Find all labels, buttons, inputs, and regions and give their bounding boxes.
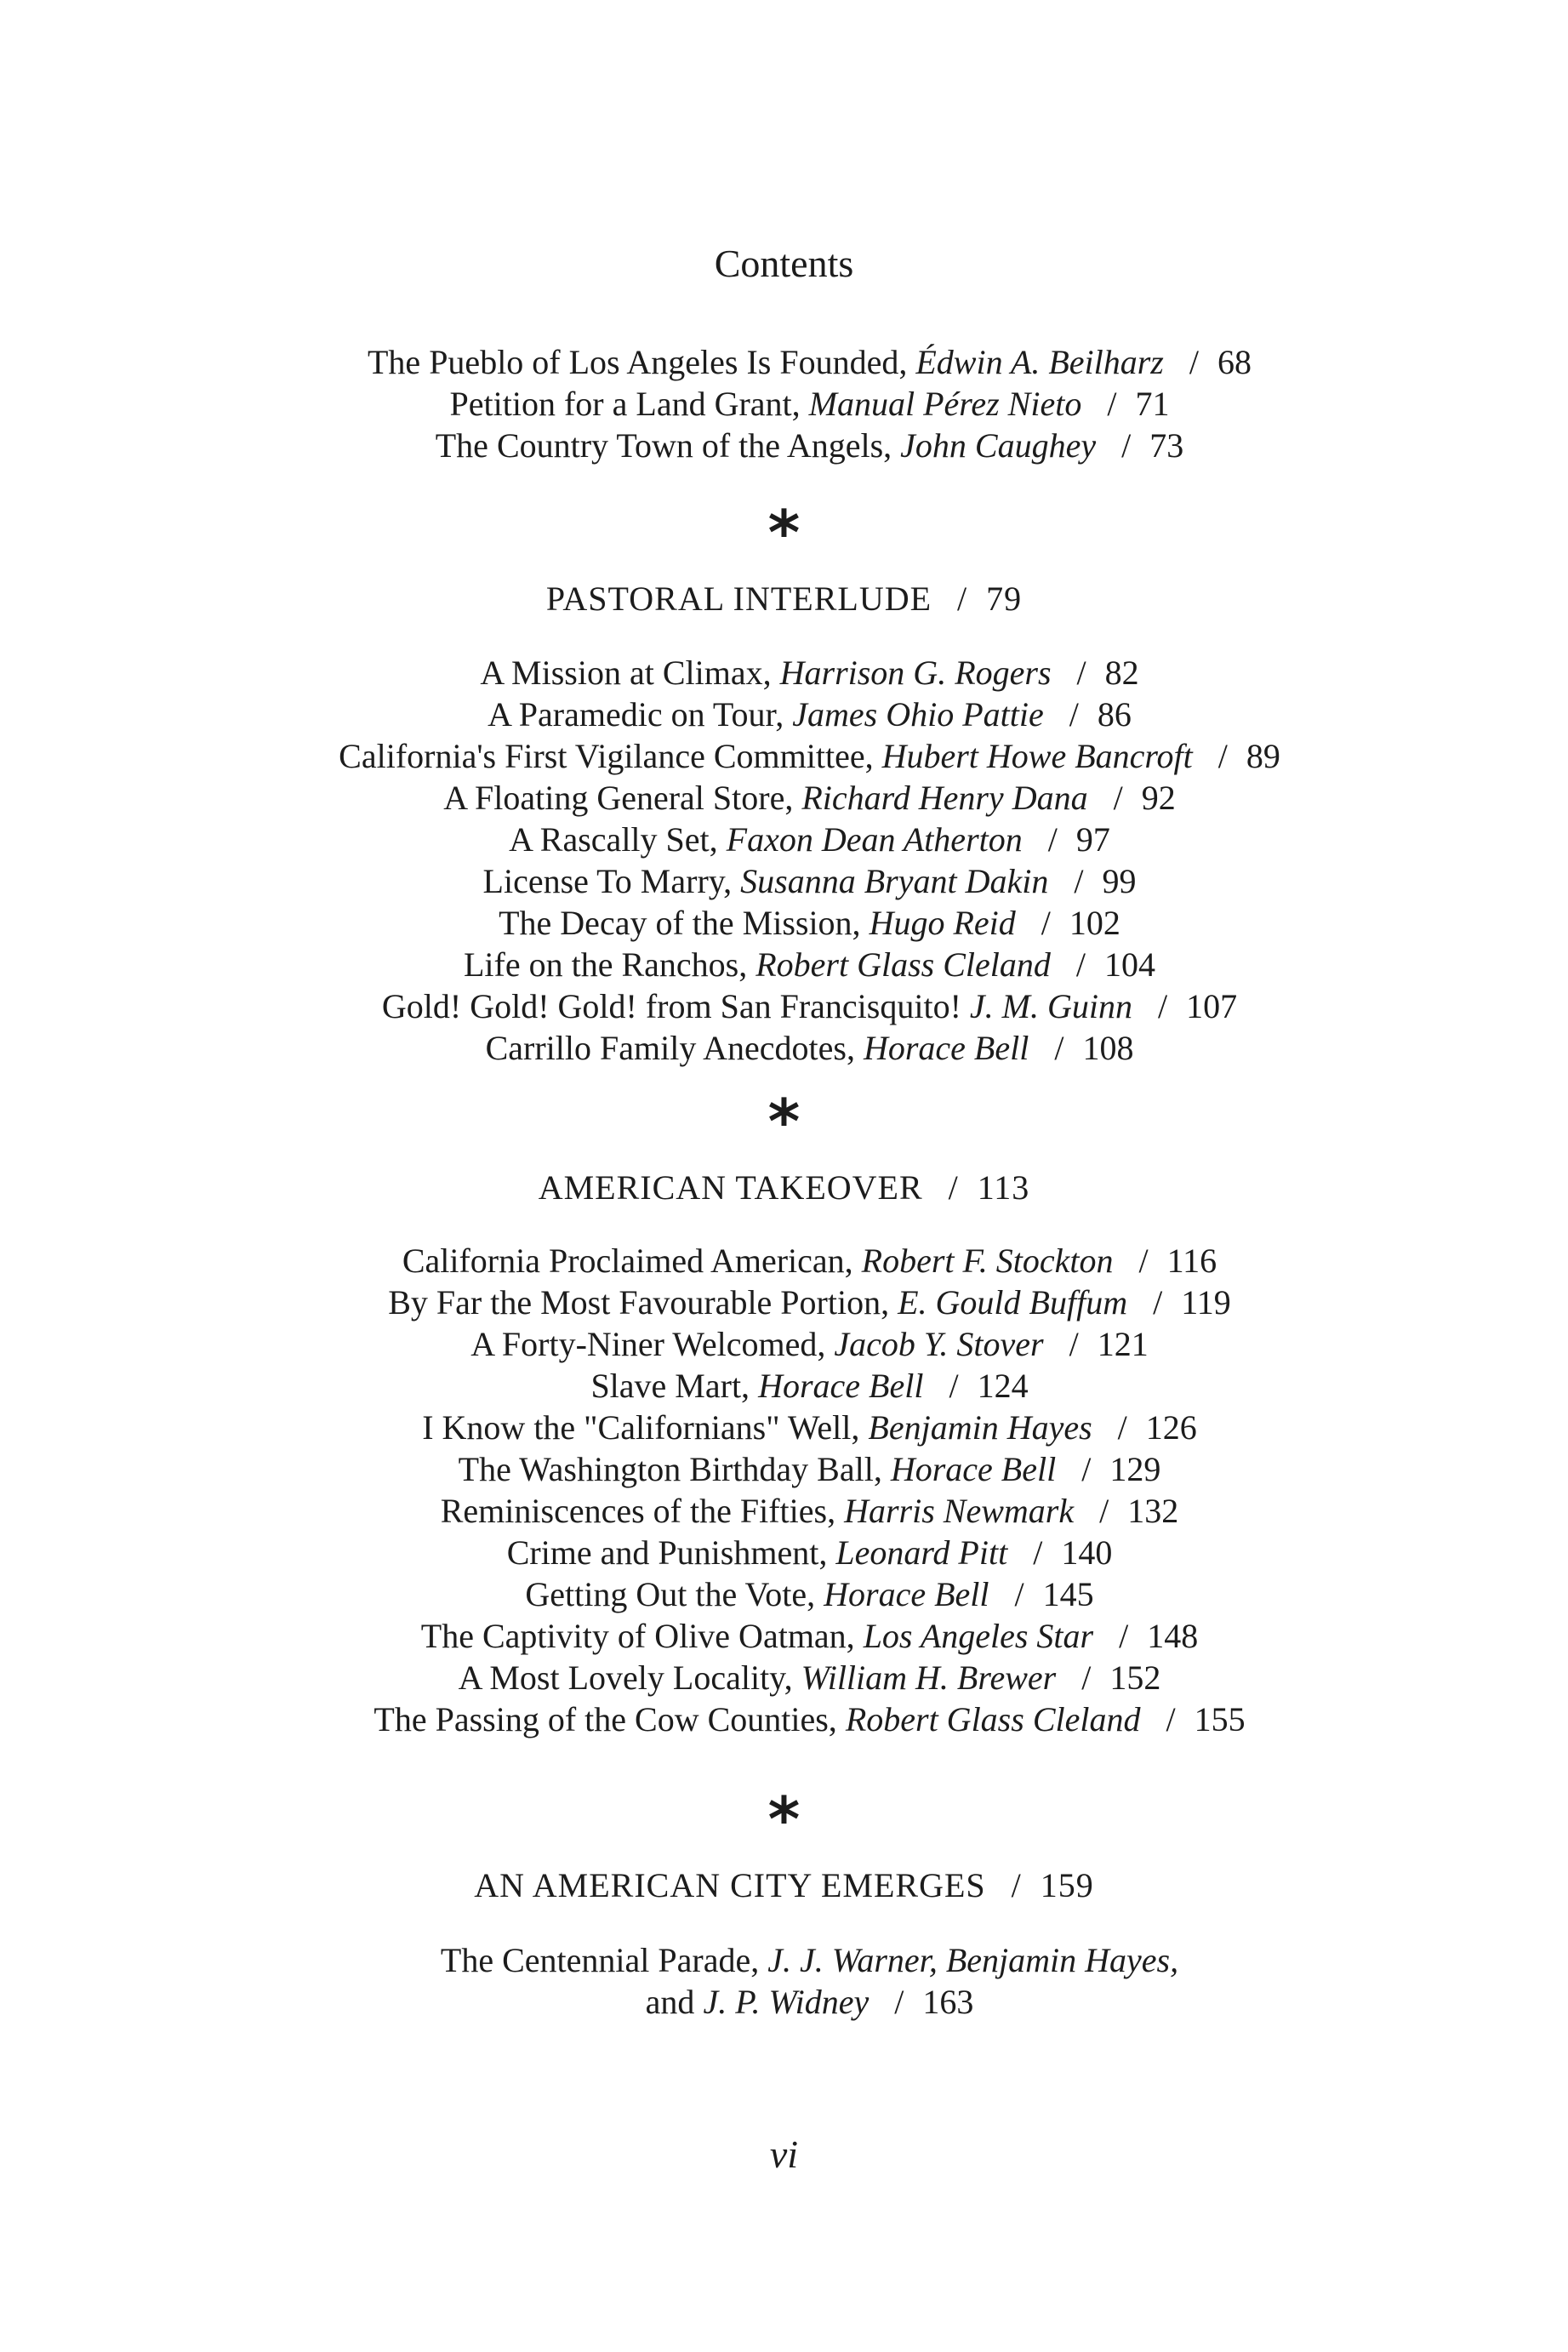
asterisk-divider: * [767,497,801,568]
toc-entry[interactable]: The Pueblo of Los Angeles Is Founded, Édwin A. Beilharz / 68 [368,343,1252,381]
toc-group-intro [0,341,1568,466]
toc-entry[interactable]: California's First Vigilance Committee, Hubert Howe Bancroft / 89 [339,737,1280,775]
toc-entry[interactable]: The Country Town of the Angels, John Caughey / 73 [435,426,1184,465]
part-heading-american-city-emerges[interactable]: AN AMERICAN CITY EMERGES / 159 [474,1866,1094,1904]
toc-entry[interactable]: California Proclaimed American, Robert F. Stockton / 116 [402,1242,1217,1280]
asterisk-divider: * [767,1784,801,1855]
toc-entry[interactable]: Petition for a Land Grant, Manual Pérez Nieto / 71 [449,385,1170,423]
toc-entry[interactable]: The Captivity of Olive Oatman, Los Angeles Star / 148 [420,1617,1199,1655]
page-number: vi [769,2132,799,2176]
toc-entry[interactable]: Gold! Gold! Gold! from San Francisquito! J. M. Guinn / 107 [381,987,1238,1025]
toc-group-pastoral-interlude [0,652,1568,1069]
toc-group-american-takeover [0,1240,1568,1740]
toc-entry[interactable]: Carrillo Family Anecdotes, Horace Bell / 108 [485,1029,1134,1067]
toc-entry[interactable]: The Centennial Parade, J. J. Warner, Benjamin Hayes, [440,1941,1179,1979]
toc-entry[interactable]: A Most Lovely Locality, William H. Brewer / 152 [458,1658,1161,1697]
toc-entry[interactable]: A Floating General Store, Richard Henry Dana / 92 [443,779,1176,817]
toc-entry[interactable]: The Passing of the Cow Counties, Robert Glass Cleland / 155 [373,1700,1246,1738]
part-heading-pastoral-interlude[interactable]: PASTORAL INTERLUDE / 79 [545,579,1023,618]
page-title: Contents [714,242,854,285]
toc-entry[interactable]: The Decay of the Mission, Hugo Reid / 102 [499,904,1120,942]
toc-entry[interactable]: By Far the Most Favourable Portion, E. Gould Buffum / 119 [388,1283,1231,1322]
toc-entry[interactable]: License To Marry, Susanna Bryant Dakin / 99 [482,862,1137,900]
toc-entry[interactable]: A Forty-Niner Welcomed, Jacob Y. Stover / 121 [470,1325,1149,1363]
toc-entry[interactable]: A Rascally Set, Faxon Dean Atherton / 97 [509,820,1110,859]
toc-entry[interactable]: Crime and Punishment, Leonard Pitt / 140 [506,1533,1113,1572]
toc-entry[interactable]: Slave Mart, Horace Bell / 124 [590,1367,1029,1405]
asterisk-divider: * [767,1086,801,1157]
toc-entry[interactable]: Getting Out the Vote, Horace Bell / 145 [525,1575,1094,1613]
part-heading-american-takeover[interactable]: AMERICAN TAKEOVER / 113 [538,1168,1030,1207]
toc-entry[interactable]: Life on the Ranchos, Robert Glass Cleland / 104 [463,945,1156,984]
toc-entry[interactable]: A Mission at Climax, Harrison G. Rogers / 82 [480,654,1139,692]
toc-entry[interactable]: The Washington Birthday Ball, Horace Bell / 129 [458,1450,1161,1488]
toc-entry[interactable]: A Paramedic on Tour, James Ohio Pattie / 86 [488,695,1132,734]
toc-entry[interactable]: I Know the "Californians" Well, Benjamin Hayes / 126 [422,1408,1197,1447]
toc-group-american-city-emerges [0,1939,1568,2023]
toc-entry[interactable]: Reminiscences of the Fifties, Harris Newmark / 132 [440,1492,1179,1530]
toc-entry-continuation[interactable]: and J. P. Widney / 163 [645,1983,974,2021]
